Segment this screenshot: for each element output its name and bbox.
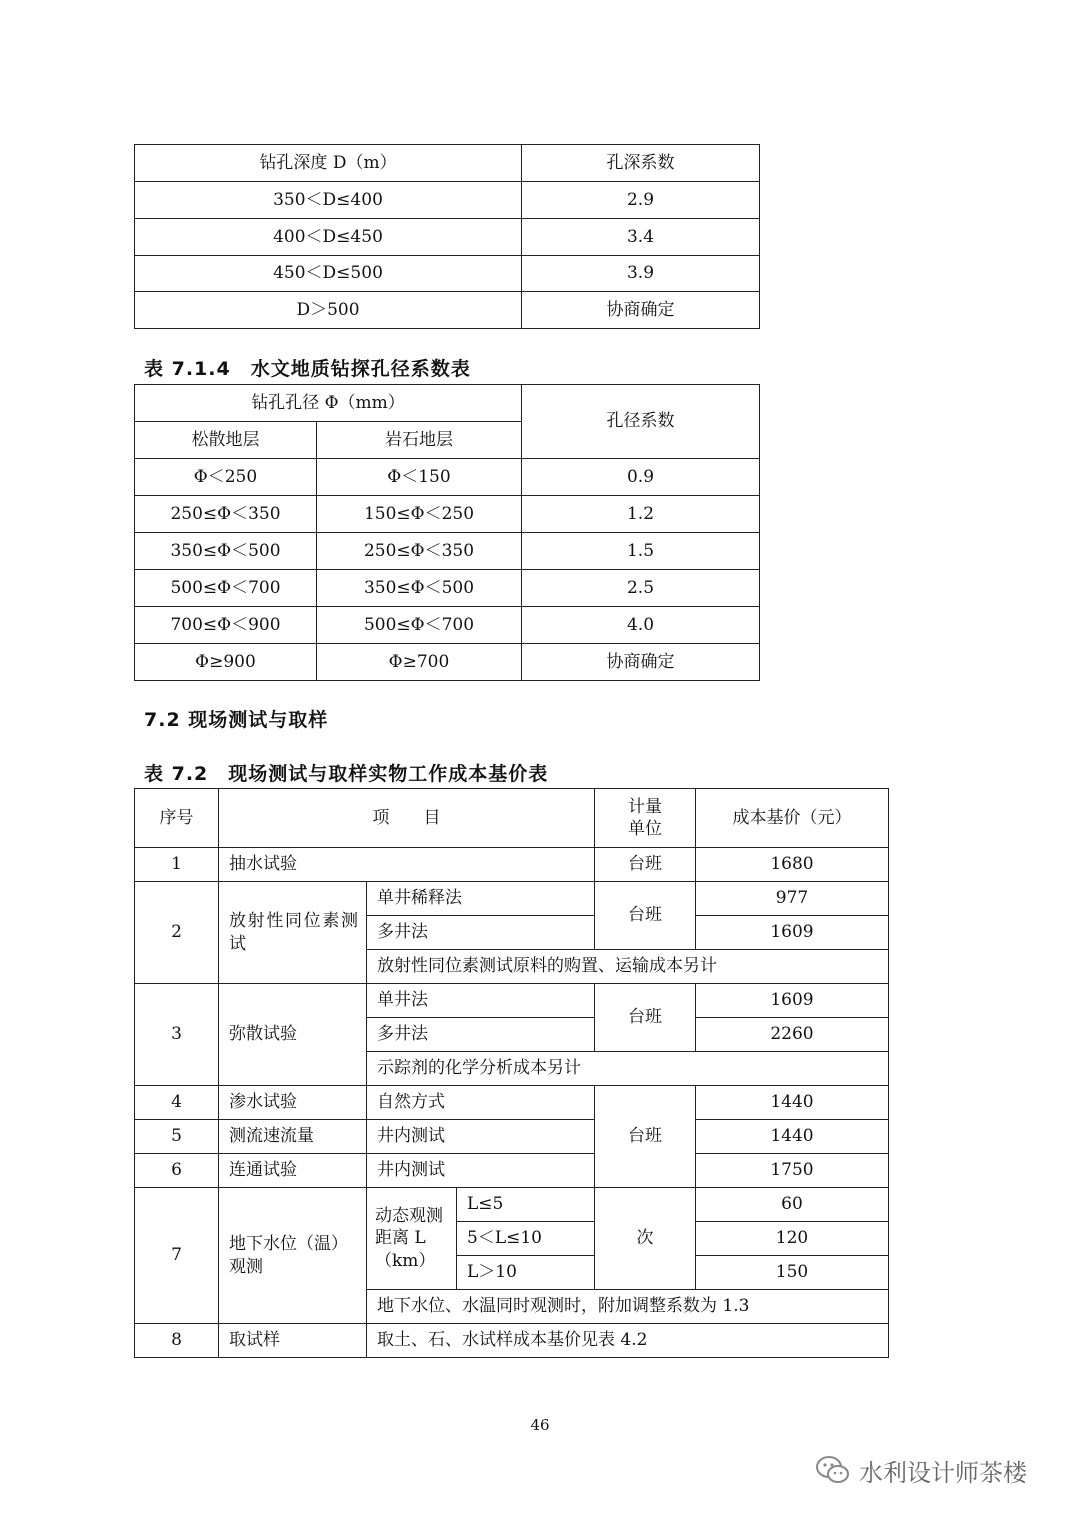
price-cell: 1440 bbox=[696, 1086, 889, 1120]
note-cell: 取土、石、水试样成本基价见表 4.2 bbox=[367, 1324, 889, 1358]
watermark bbox=[815, 1450, 1027, 1490]
seq-cell: 7 bbox=[135, 1188, 219, 1324]
field-test-cost-table bbox=[134, 788, 889, 1358]
seq-cell: 5 bbox=[135, 1120, 219, 1154]
table-cell: 3.4 bbox=[522, 219, 760, 256]
method-cell: 多井法 bbox=[367, 916, 595, 950]
unit-cell: 台班 bbox=[595, 1086, 696, 1188]
method-cell: 自然方式 bbox=[367, 1086, 595, 1120]
bore-diameter-table bbox=[134, 384, 760, 681]
item-cell: 渗水试验 bbox=[219, 1086, 367, 1120]
depth-coefficient-table bbox=[134, 144, 760, 329]
table-cell: 450＜D≤500 bbox=[135, 256, 522, 292]
price-cell: 1750 bbox=[696, 1154, 889, 1188]
unit-cell: 台班 bbox=[595, 848, 696, 882]
table-cell: 协商确定 bbox=[522, 292, 760, 329]
table-cell: 协商确定 bbox=[522, 644, 760, 681]
table-cell: Φ≥900 bbox=[135, 644, 317, 681]
header-loose-strata: 松散地层 bbox=[135, 422, 317, 459]
seq-cell: 4 bbox=[135, 1086, 219, 1120]
seq-cell: 8 bbox=[135, 1324, 219, 1358]
unit-cell: 台班 bbox=[595, 882, 696, 950]
table-cell: Φ≥700 bbox=[317, 644, 522, 681]
unit-cell: 台班 bbox=[595, 984, 696, 1052]
price-cell: 1609 bbox=[696, 984, 889, 1018]
item-cell: 测流速流量 bbox=[219, 1120, 367, 1154]
note-cell: 示踪剂的化学分析成本另计 bbox=[367, 1052, 889, 1086]
header-price: 成本基价（元） bbox=[696, 789, 889, 848]
table-cell: 0.9 bbox=[522, 459, 760, 496]
table-cell: 3.9 bbox=[522, 256, 760, 292]
method-cell: 井内测试 bbox=[367, 1120, 595, 1154]
table-cell: 350≤Φ＜500 bbox=[317, 570, 522, 607]
price-cell: 150 bbox=[696, 1256, 889, 1290]
table-cell: 350＜D≤400 bbox=[135, 182, 522, 219]
header-unit bbox=[595, 789, 696, 848]
header-depth: 钻孔深度 D（m） bbox=[135, 145, 522, 182]
item-cell: 取试样 bbox=[219, 1324, 367, 1358]
seq-cell: 6 bbox=[135, 1154, 219, 1188]
distance-cell: L＞10 bbox=[457, 1256, 595, 1290]
method-cell: 多井法 bbox=[367, 1018, 595, 1052]
header-unit-line2: 单位 bbox=[628, 819, 662, 839]
method-cell: 单井法 bbox=[367, 984, 595, 1018]
item-cell: 弥散试验 bbox=[219, 984, 367, 1086]
table-cell: 500≤Φ＜700 bbox=[317, 607, 522, 644]
unit-cell: 次 bbox=[595, 1188, 696, 1290]
distance-cell: 5＜L≤10 bbox=[457, 1222, 595, 1256]
price-cell: 120 bbox=[696, 1222, 889, 1256]
table-cell: 250≤Φ＜350 bbox=[135, 496, 317, 533]
header-seq: 序号 bbox=[135, 789, 219, 848]
table-cell: 4.0 bbox=[522, 607, 760, 644]
price-cell: 1609 bbox=[696, 916, 889, 950]
price-cell: 60 bbox=[696, 1188, 889, 1222]
table-cell: 1.5 bbox=[522, 533, 760, 570]
header-coefficient: 孔深系数 bbox=[522, 145, 760, 182]
table-cell: 350≤Φ＜500 bbox=[135, 533, 317, 570]
note-cell: 放射性同位素测试原料的购置、运输成本另计 bbox=[367, 950, 889, 984]
table-cell: Φ＜250 bbox=[135, 459, 317, 496]
price-cell: 2260 bbox=[696, 1018, 889, 1052]
table-caption: 表 7.2 现场测试与取样实物工作成本基价表 bbox=[144, 763, 549, 785]
section-title: 7.2 现场测试与取样 bbox=[144, 709, 329, 731]
distance-cell: L≤5 bbox=[457, 1188, 595, 1222]
method-cell: 单井稀释法 bbox=[367, 882, 595, 916]
price-cell: 1680 bbox=[696, 848, 889, 882]
seq-cell: 3 bbox=[135, 984, 219, 1086]
seq-cell: 1 bbox=[135, 848, 219, 882]
item-cell: 抽水试验 bbox=[219, 848, 595, 882]
table-cell: 150≤Φ＜250 bbox=[317, 496, 522, 533]
page-number: 46 bbox=[530, 1416, 550, 1434]
table-cell: 2.5 bbox=[522, 570, 760, 607]
table-cell: Φ＜150 bbox=[317, 459, 522, 496]
distance-group-cell: 动态观测距离 L（km） bbox=[367, 1188, 457, 1290]
table-cell: D＞500 bbox=[135, 292, 522, 329]
item-cell: 连通试验 bbox=[219, 1154, 367, 1188]
table-cell: 400＜D≤450 bbox=[135, 219, 522, 256]
watermark-text: 水利设计师茶楼 bbox=[859, 1458, 1027, 1487]
wechat-icon bbox=[815, 1455, 851, 1485]
table-cell: 250≤Φ＜350 bbox=[317, 533, 522, 570]
method-cell: 井内测试 bbox=[367, 1154, 595, 1188]
header-coefficient: 孔径系数 bbox=[522, 385, 760, 459]
price-cell: 1440 bbox=[696, 1120, 889, 1154]
item-cell: 地下水位（温）观测 bbox=[219, 1188, 367, 1324]
note-cell: 地下水位、水温同时观测时，附加调整系数为 1.3 bbox=[367, 1290, 889, 1324]
table-caption: 表 7.1.4 水文地质钻探孔径系数表 bbox=[144, 358, 471, 380]
seq-cell: 2 bbox=[135, 882, 219, 984]
header-rock-strata: 岩石地层 bbox=[317, 422, 522, 459]
header-diameter-group: 钻孔孔径 Φ（mm） bbox=[135, 385, 522, 422]
table-cell: 700≤Φ＜900 bbox=[135, 607, 317, 644]
item-cell: 放射性同位素测试 bbox=[219, 882, 367, 984]
header-unit-line1: 计量 bbox=[628, 796, 662, 817]
table-cell: 2.9 bbox=[522, 182, 760, 219]
table-cell: 1.2 bbox=[522, 496, 760, 533]
header-item: 项 目 bbox=[219, 789, 595, 848]
price-cell: 977 bbox=[696, 882, 889, 916]
table-cell: 500≤Φ＜700 bbox=[135, 570, 317, 607]
